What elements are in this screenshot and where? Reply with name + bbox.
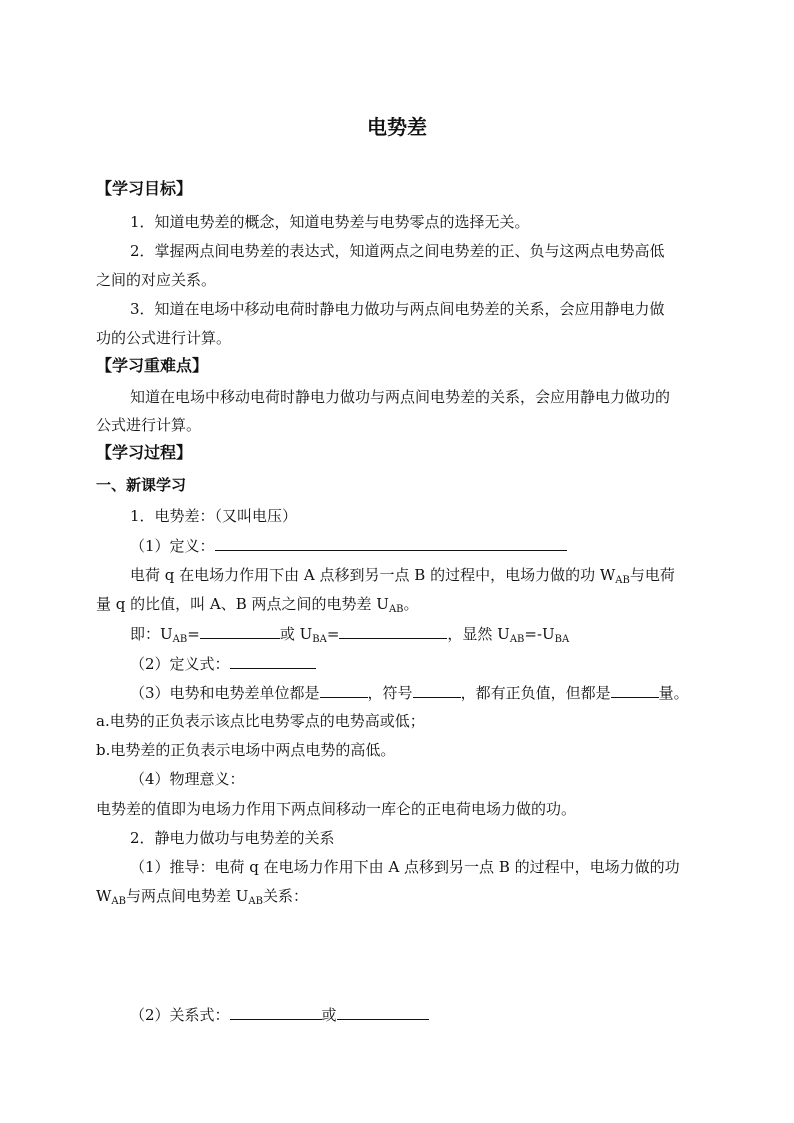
goal-2-line-2: 之间的对应关系。	[96, 271, 217, 289]
process-heading: 【学习过程】	[96, 443, 193, 462]
definition-text-line-2: 量 q 的比值，叫 A、B 两点之间的电势差 $U_{AB}$。	[96, 595, 419, 615]
uba-blank[interactable]	[339, 622, 447, 639]
definition-row	[130, 534, 567, 557]
page-title: 电势差	[367, 115, 427, 139]
goal-2-line-1: 2．掌握两点间电势差的表达式，知道两点之间电势差的正、负与这两点电势高低	[130, 242, 665, 260]
unit-blank[interactable]	[320, 681, 368, 698]
symbol-blank[interactable]	[413, 681, 461, 698]
formula-blank[interactable]	[230, 652, 316, 669]
unit-row: （3）电势和电势差单位都是 ，符号 ，都有正负值，但都是 量。	[130, 681, 689, 704]
ji-row: 即：$U_{AB}=$ 或 $U_{BA}=$ ，显然 $U_{AB}=-U_{BA}$	[130, 622, 569, 645]
relation-blank-1[interactable]	[230, 1003, 322, 1020]
uab-blank[interactable]	[200, 622, 280, 639]
definition-label: （1）定义：	[130, 537, 215, 555]
key-points-line-1: 知道在电场中移动电荷时静电力做功与两点间电势差的关系，会应用静电力做功的	[130, 388, 671, 406]
definition-blank[interactable]	[215, 534, 567, 551]
note-b: b.电势差的正负表示电场中两点电势的高低。	[96, 741, 396, 759]
quantity-type-blank[interactable]	[611, 681, 659, 698]
item-1: 1．电势差：（又叫电压）	[130, 507, 298, 525]
derive-line-1: （1）推导：电荷 q 在电场力作用下由 A 点移到另一点 B 的过程中，电场力做的功	[130, 858, 680, 876]
meaning-label: （4）物理意义：	[130, 770, 245, 788]
goals-heading: 【学习目标】	[96, 179, 193, 198]
part-1-heading: 一、新课学习	[96, 476, 187, 494]
goal-3-line-2: 功的公式进行计算。	[96, 329, 232, 347]
relation-blank-2[interactable]	[337, 1003, 429, 1020]
definition-text-line-1: 电荷 q 在电场力作用下由 A 点移到另一点 B 的过程中，电场力做的功 $W_{AB}$与电荷	[130, 566, 675, 586]
item-2: 2．静电力做功与电势差的关系	[130, 829, 335, 847]
formula-row: （2）定义式：	[130, 652, 316, 675]
key-points-line-2: 公式进行计算。	[96, 416, 202, 434]
goal-3-line-1: 3．知道在电场中移动电荷时静电力做功与两点间电势差的关系，会应用静电力做	[130, 300, 665, 318]
note-a: a.电势的正负表示该点比电势零点的电势高或低；	[96, 712, 425, 730]
goal-1: 1．知道电势差的概念，知道电势差与电势零点的选择无关。	[130, 213, 530, 231]
relation-row: （2）关系式： 或	[130, 1003, 429, 1026]
key-points-heading: 【学习重难点】	[96, 356, 209, 375]
derive-line-2: $W_{AB}$与两点间电势差 $U_{AB}$关系：	[96, 887, 309, 907]
meaning-text: 电势差的值即为电场力作用下两点间移动一库仑的正电荷电场力做的功。	[96, 800, 577, 818]
